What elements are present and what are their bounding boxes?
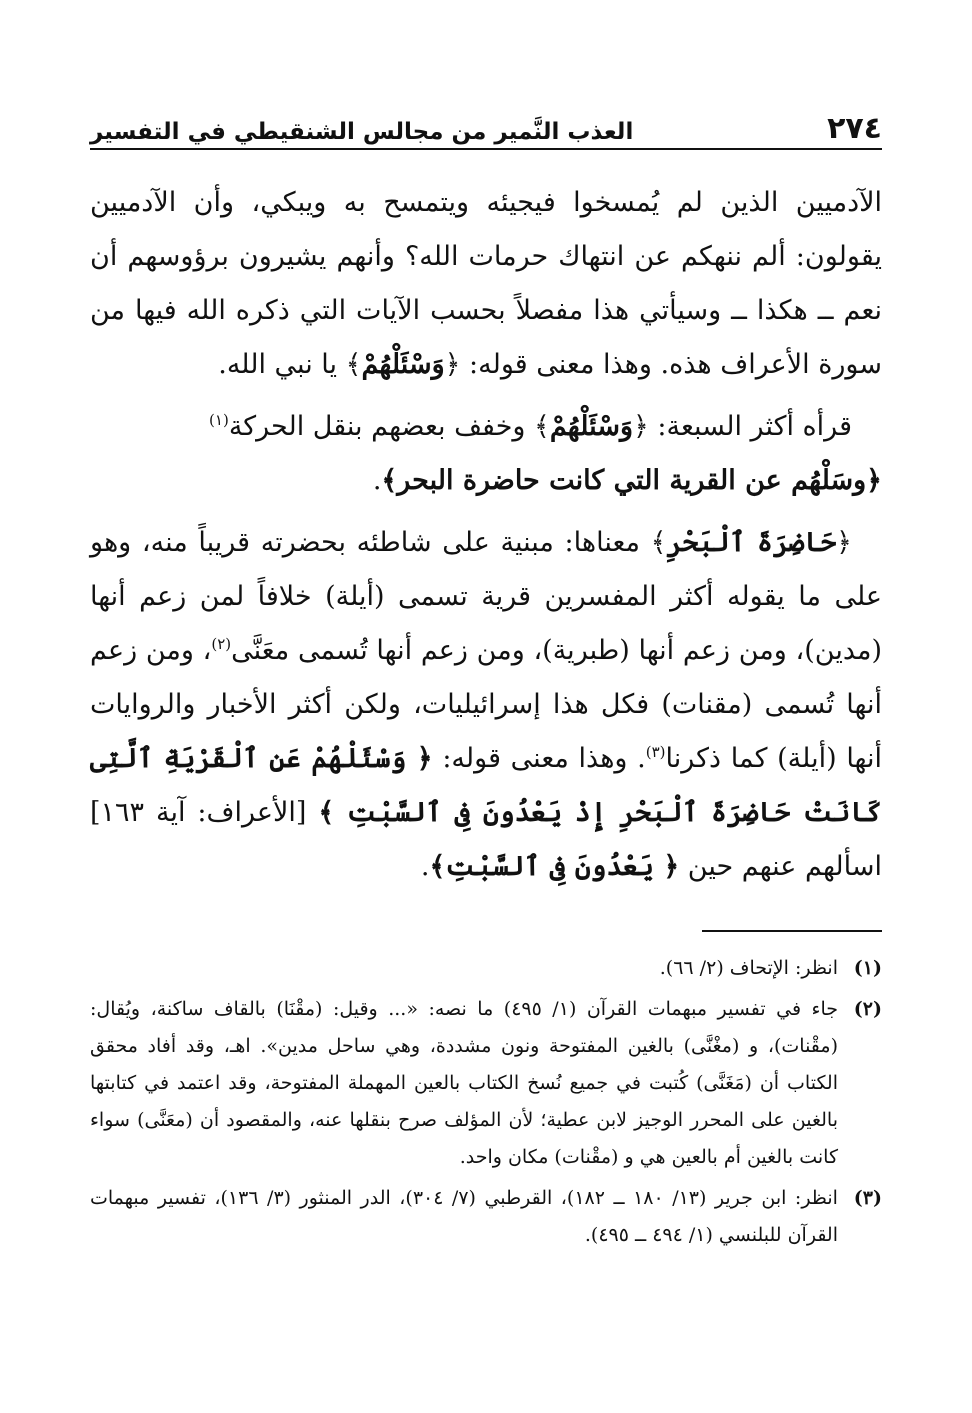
- paragraph-3-text-a: معناها: مبنية على شاطئه بحضرته قريباً منه، وهو على ما يقوله أكثر المفسرين قرية تسمى (أيلة) خلافاً لمن زعم أنها (مدين)، ومن زعم أنها (طبرية)، ومن زعم أنها تُسمى معَنَّى: [90, 527, 882, 666]
- footnote-number: (١): [853, 957, 882, 979]
- quran-phrase: وَسْئَلْهُمْ: [549, 411, 633, 442]
- page-number: ٢٧٤: [827, 111, 882, 146]
- paragraph-2-text-a: قرأه أكثر السبعة:: [648, 411, 852, 442]
- main-text: [90, 176, 882, 894]
- paragraph-3: [90, 516, 882, 894]
- footnote-ref-3: (٣): [645, 743, 666, 761]
- running-title: العذب النَّمير من مجالس الشنقيطي في التفسير: [90, 119, 634, 145]
- footnote: [90, 950, 882, 987]
- paragraph-3-text-b: ، ومن زعم أنها تُسمى (مقنات) فكل هذا إسرائيليات، ولكن أكثر الأخبار والروايات أنها (أيلة) كما ذكرنا: [90, 635, 883, 774]
- footnote: [90, 991, 882, 1176]
- quran-verse: ﴿ وَسْئَلْهُمْ عَنِ ٱلْقَرْيَةِ ٱلَّتِى كَانَتْ حَاضِرَةَ ٱلْبَحْرِ إِذْ يَعْدُونَ فِى ٱلسَّبْتِ ﴾: [90, 743, 882, 828]
- footnote: [90, 1180, 882, 1254]
- footnote-text: انظر: الإتحاف (٢/ ٦٦).: [659, 957, 838, 979]
- footnote-separator: [702, 930, 882, 932]
- quran-open-bracket: ﴿: [836, 527, 852, 558]
- footnote-text: انظر: ابن جرير (١٣/ ١٨٠ ــ ١٨٢)، القرطبي (٧/ ٣٠٤)، الدر المنثور (٣/ ١٣٦)، تفسير مبهمات القرآن للبلنسي (١/ ٤٩٤ ــ ٤٩٥).: [90, 1187, 838, 1246]
- paragraph-3-text-d: [الأعراف: آية ١٦٣] اسألهم عنهم حين: [90, 797, 882, 882]
- quran-open-bracket: ﴿: [444, 349, 461, 380]
- quran-phrase: حَاضِرَةَ ٱلْبَحْرِ: [666, 527, 837, 558]
- page-header: [90, 100, 882, 150]
- paragraph-2: [90, 400, 882, 508]
- footnote-ref-2: (٢): [211, 635, 232, 653]
- paragraph-3-text-e: .: [420, 851, 430, 882]
- quran-close-bracket: ﴾: [534, 411, 550, 442]
- quran-phrase: ﴿ يَعْدُونَ فِى ٱلسَّبْتِ﴾: [429, 851, 680, 882]
- paragraph-2-text-b: وخفف بعضهم بنقل الحركة: [228, 411, 534, 442]
- paragraph-1-text-b: يا نبي الله.: [218, 349, 346, 380]
- paragraph-3-text-c: . وهذا معنى قوله:: [432, 743, 646, 774]
- paragraph-1-text-a: الآدميين الذين لم يُمسخوا فيجيئه ويتمسح به ويبكي، وأن الآدميين يقولون: ألم ننهكم عن انتهاك حرمات الله؟ وأنهم يشيرون برؤوسهم أن نعم ــ هكذا ــ وسيأتي هذا مفصلاً بحسب الآيات التي ذكره الله فيها من سورة الأعراف هذه. وهذا معنى قوله:: [90, 187, 882, 380]
- quran-close-bracket: ﴾: [650, 527, 667, 558]
- footnote-number: (٢): [853, 998, 882, 1020]
- quran-close-bracket: ﴾: [345, 349, 362, 380]
- footnote-ref-1: (١): [209, 411, 229, 429]
- footnotes: [90, 950, 882, 1254]
- quran-phrase: وَسْئَلْهُمْ: [361, 349, 445, 380]
- qiraah-variant: ﴿وسَلْهُم عن القرية التي كانت حاضرة البحر﴾: [381, 465, 882, 496]
- paragraph-1: [90, 176, 882, 392]
- footnote-number: (٣): [853, 1187, 882, 1209]
- quran-open-bracket: ﴿: [633, 411, 649, 442]
- paragraph-2-text-c: .: [372, 465, 382, 496]
- book-page: [90, 100, 882, 1258]
- footnote-text: جاء في تفسير مبهمات القرآن (١/ ٤٩٥) ما نصه: «... وقيل: (مقْنَا) بالقاف ساكنة، ويُقال: (مقْنات)، و (مغْنَّى) بالغين المفتوحة ونون مشددة، وهي ساحل مدين». اهـ، وقد أفاد محقق الكتاب أن (مَغَنَّى) كُتبت في جميع نُسخ الكتاب بالعين المهملة المفتوحة، وقد اعتمد في كتابتها بالغين على المحرر الوجيز لابن عطية؛ لأن المؤلف صرح بنقلها عنه، والمقصود أن (معَنَّى) سواء كانت بالغين أم بالعين هي و (مقْنات) مكان واحد.: [90, 998, 838, 1168]
